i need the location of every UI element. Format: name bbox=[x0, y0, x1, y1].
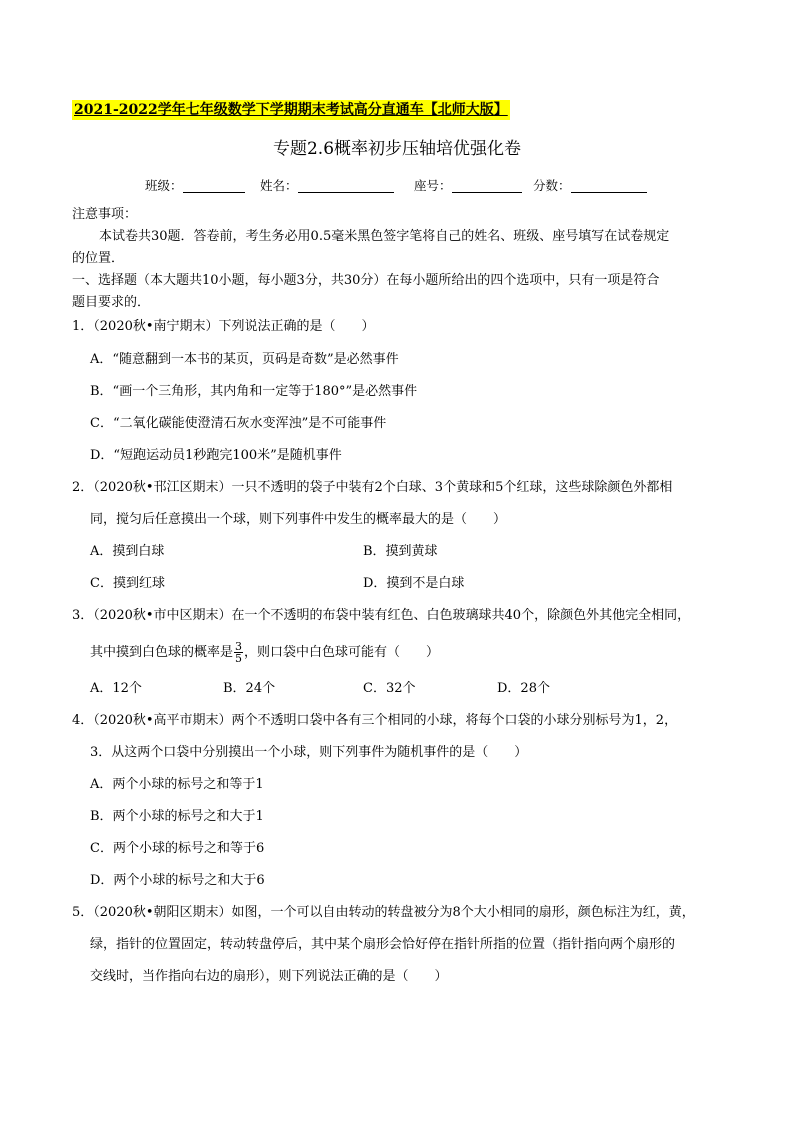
class-blank[interactable] bbox=[183, 178, 245, 193]
q4-option-c[interactable]: C．两个小球的标号之和等于6 bbox=[90, 841, 265, 856]
question-2-stem-line2: 同，搅匀后任意摸出一个球，则下列事件中发生的概率最大的是（ ） bbox=[90, 512, 507, 527]
question-2-stem-line1: 2．（2020秋•邗江区期末）一只不透明的袋子中装有2个白球、3个黄球和5个红球，这些球除颜色外都相 bbox=[72, 480, 673, 495]
q4-option-a[interactable]: A．两个小球的标号之和等于1 bbox=[90, 777, 264, 792]
q2-option-d[interactable]: D．摸到不是白球 bbox=[363, 576, 465, 591]
q3-option-b[interactable]: B．24个 bbox=[223, 681, 276, 696]
series-banner: 2021-2022学年七年级数学下学期期末考试高分直通车【北师大版】 bbox=[74, 102, 508, 118]
question-5-stem-line1: 5．（2020秋•朝阳区期末）如图，一个可以自由转动的转盘被分为8个大小相同的扇形，颜色标注为红，黄， bbox=[72, 905, 695, 920]
q3-option-d[interactable]: D．28个 bbox=[497, 681, 550, 696]
q3-option-c[interactable]: C．32个 bbox=[363, 681, 416, 696]
name-field[interactable] bbox=[260, 176, 394, 196]
q1-option-c[interactable]: C．“二氧化碳能使澄清石灰水变浑浊”是不可能事件 bbox=[90, 416, 387, 431]
section-heading-line2: 题目要求的． bbox=[72, 295, 151, 310]
student-info-fields bbox=[0, 176, 794, 196]
name-blank[interactable] bbox=[298, 178, 394, 193]
q2-option-c[interactable]: C．摸到红球 bbox=[90, 576, 165, 591]
question-4-stem-line1: 4．（2020秋•高平市期末）两个不透明口袋中各有三个相同的小球，将每个口袋的小球分别标号为1，2， bbox=[72, 713, 678, 728]
q1-option-a[interactable]: A．“随意翻到一本书的某页，页码是奇数”是必然事件 bbox=[90, 352, 399, 367]
question-3-stem-line2 bbox=[90, 640, 439, 666]
question-4-stem-line2: 3．从这两个口袋中分别摸出一个小球，则下列事件为随机事件的是（ ） bbox=[90, 745, 528, 760]
q1-option-b[interactable]: B．“画一个三角形，其内角和一定等于180°”是必然事件 bbox=[90, 384, 418, 399]
score-blank[interactable] bbox=[571, 178, 647, 193]
probability-fraction bbox=[234, 641, 243, 664]
question-3-stem-line1: 3．（2020秋•市中区期末）在一个不透明的布袋中装有红色、白色玻璃球共40个，除颜色外其他完全相同， bbox=[72, 608, 691, 623]
question-5-stem-line3: 交线时，当作指向右边的扇形），则下列说法正确的是（ ） bbox=[90, 969, 448, 984]
score-field[interactable] bbox=[533, 176, 647, 196]
seat-blank[interactable] bbox=[452, 178, 522, 193]
notice-text-line2: 的位置． bbox=[72, 251, 125, 266]
q4-option-b[interactable]: B．两个小球的标号之和大于1 bbox=[90, 809, 264, 824]
class-label: 班级： bbox=[145, 178, 183, 193]
class-field[interactable] bbox=[145, 176, 245, 196]
seat-field[interactable] bbox=[414, 176, 522, 196]
notice-heading: 注意事项： bbox=[72, 207, 138, 222]
question-5-stem-line2: 绿，指针的位置固定，转动转盘停后，其中某个扇形会恰好停在指针所指的位置（指针指向两个扇形的 bbox=[90, 937, 676, 952]
q3-stem-suffix: ，则口袋中白色球可能有（ ） bbox=[244, 645, 440, 660]
fraction-numerator: 3 bbox=[235, 640, 243, 653]
q3-stem-prefix: 其中摸到白色球的概率是 bbox=[90, 645, 234, 660]
notice-text-line1: 本试卷共30题．答卷前，考生务必用0.5毫米黑色签字笔将自己的姓名、班级、座号填写在试卷规定 bbox=[99, 229, 670, 244]
section-heading-line1: 一、选择题（本大题共10小题，每小题3分，共30分）在每小题所给出的四个选项中，只有一项是符合 bbox=[72, 273, 660, 288]
q2-option-b[interactable]: B．摸到黄球 bbox=[363, 544, 438, 559]
q1-option-d[interactable]: D．“短跑运动员1秒跑完100米”是随机事件 bbox=[90, 448, 342, 463]
page-title: 专题2.6概率初步压轴培优强化卷 bbox=[272, 139, 522, 159]
question-1-stem: 1．（2020秋•南宁期末）下列说法正确的是（ ） bbox=[72, 319, 375, 334]
q2-option-a[interactable]: A．摸到白球 bbox=[90, 544, 165, 559]
q3-option-a[interactable]: A．12个 bbox=[90, 681, 142, 696]
seat-label: 座号： bbox=[414, 178, 452, 193]
score-label: 分数： bbox=[533, 178, 571, 193]
q4-option-d[interactable]: D．两个小球的标号之和大于6 bbox=[90, 873, 265, 888]
name-label: 姓名： bbox=[260, 178, 298, 193]
fraction-denominator: 5 bbox=[235, 652, 243, 665]
